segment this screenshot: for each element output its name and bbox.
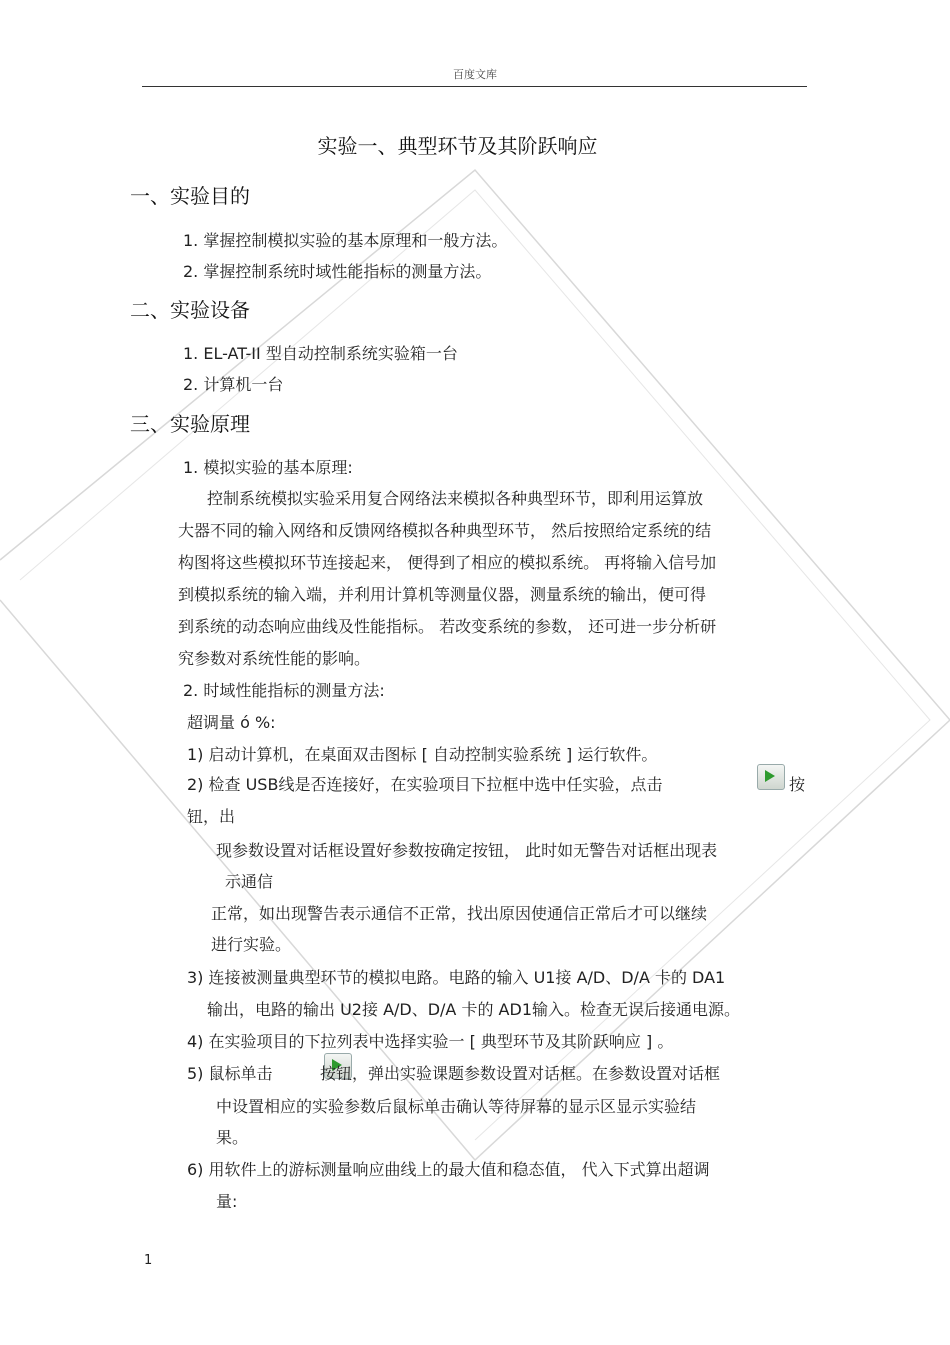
step-2-line: 钮，出 [187,807,236,826]
equipment-item: 1. EL-AT-II 型自动控制系统实验箱一台 [183,344,458,363]
measurement-subheading: 2. 时域性能指标的测量方法: [183,681,385,700]
step-6-line: 6) 用软件上的游标测量响应曲线上的最大值和稳态值， 代入下式算出超调 [187,1160,710,1179]
equipment-item: 2. 计算机一台 [183,375,284,394]
document-title: 实验一、典型环节及其阶跃响应 [317,134,598,158]
section-heading-equipment: 二、实验设备 [130,298,250,322]
step-2-line: 示通信 [225,872,274,891]
page-number: 1 [144,1253,153,1268]
purpose-item: 2. 掌握控制系统时域性能指标的测量方法。 [183,262,492,281]
step-2-line: 2) 检查 USB线是否连接好，在实验项目下拉框中选中任实验，点击 [187,775,663,794]
header-rule [142,86,807,87]
purpose-item: 1. 掌握控制模拟实验的基本原理和一般方法。 [183,231,508,250]
step-1: 1) 启动计算机，在桌面双击图标 [ 自动控制实验系统 ] 运行软件。 [187,745,658,764]
section-heading-principle: 三、实验原理 [130,412,250,436]
step-5-line: 果。 [216,1128,249,1147]
step-2-line: 现参数设置对话框设置好参数按确定按钮， 此时如无警告对话框出现表 [216,841,718,860]
step-3-line: 输出，电路的输出 U2接 A/D、D/A 卡的 AD1输入。检查无误后接通电源。 [207,1000,740,1019]
principle-paragraph-line: 到系统的动态响应曲线及性能指标。 若改变系统的参数， 还可进一步分析研 [178,617,717,636]
page-header: 百度文库 [453,68,497,81]
section-heading-purpose: 一、实验目的 [130,184,250,208]
step-5-line: 中设置相应的实验参数后鼠标单击确认等待屏幕的显示区显示实验结 [216,1097,697,1116]
principle-paragraph-line: 究参数对系统性能的影响。 [178,649,371,668]
step-2-line: 进行实验。 [211,935,292,954]
step-4: 4) 在实验项目的下拉列表中选择实验一 [ 典型环节及其阶跃响应 ] 。 [187,1032,674,1051]
step-5-line: 5) 鼠标单击 [187,1064,273,1083]
principle-subheading: 1. 模拟实验的基本原理: [183,458,353,477]
step-6-line: 量: [216,1192,238,1211]
run-button-icon [757,764,785,790]
principle-paragraph-line: 大器不同的输入网络和反馈网络模拟各种典型环节， 然后按照给定系统的结 [178,521,712,540]
overshoot-label: 超调量 ó %: [187,713,276,732]
step-2-line: 正常，如出现警告表示通信不正常，找出原因使通信正常后才可以继续 [211,904,708,923]
step-5-line: 按钮，弹出实验课题参数设置对话框。在参数设置对话框 [320,1064,721,1083]
step-3-line: 3) 连接被测量典型环节的模拟电路。电路的输入 U1接 A/D、D/A 卡的 DA1 [187,968,726,987]
step-2-line: 按 [789,775,806,794]
principle-paragraph-line: 到模拟系统的输入端，并利用计算机等测量仪器，测量系统的输出，便可得 [178,585,707,604]
principle-paragraph-line: 控制系统模拟实验采用复合网络法来模拟各种典型环节，即利用运算放 [207,489,704,508]
principle-paragraph-line: 构图将这些模拟环节连接起来， 便得到了相应的模拟系统。 再将输入信号加 [178,553,717,572]
